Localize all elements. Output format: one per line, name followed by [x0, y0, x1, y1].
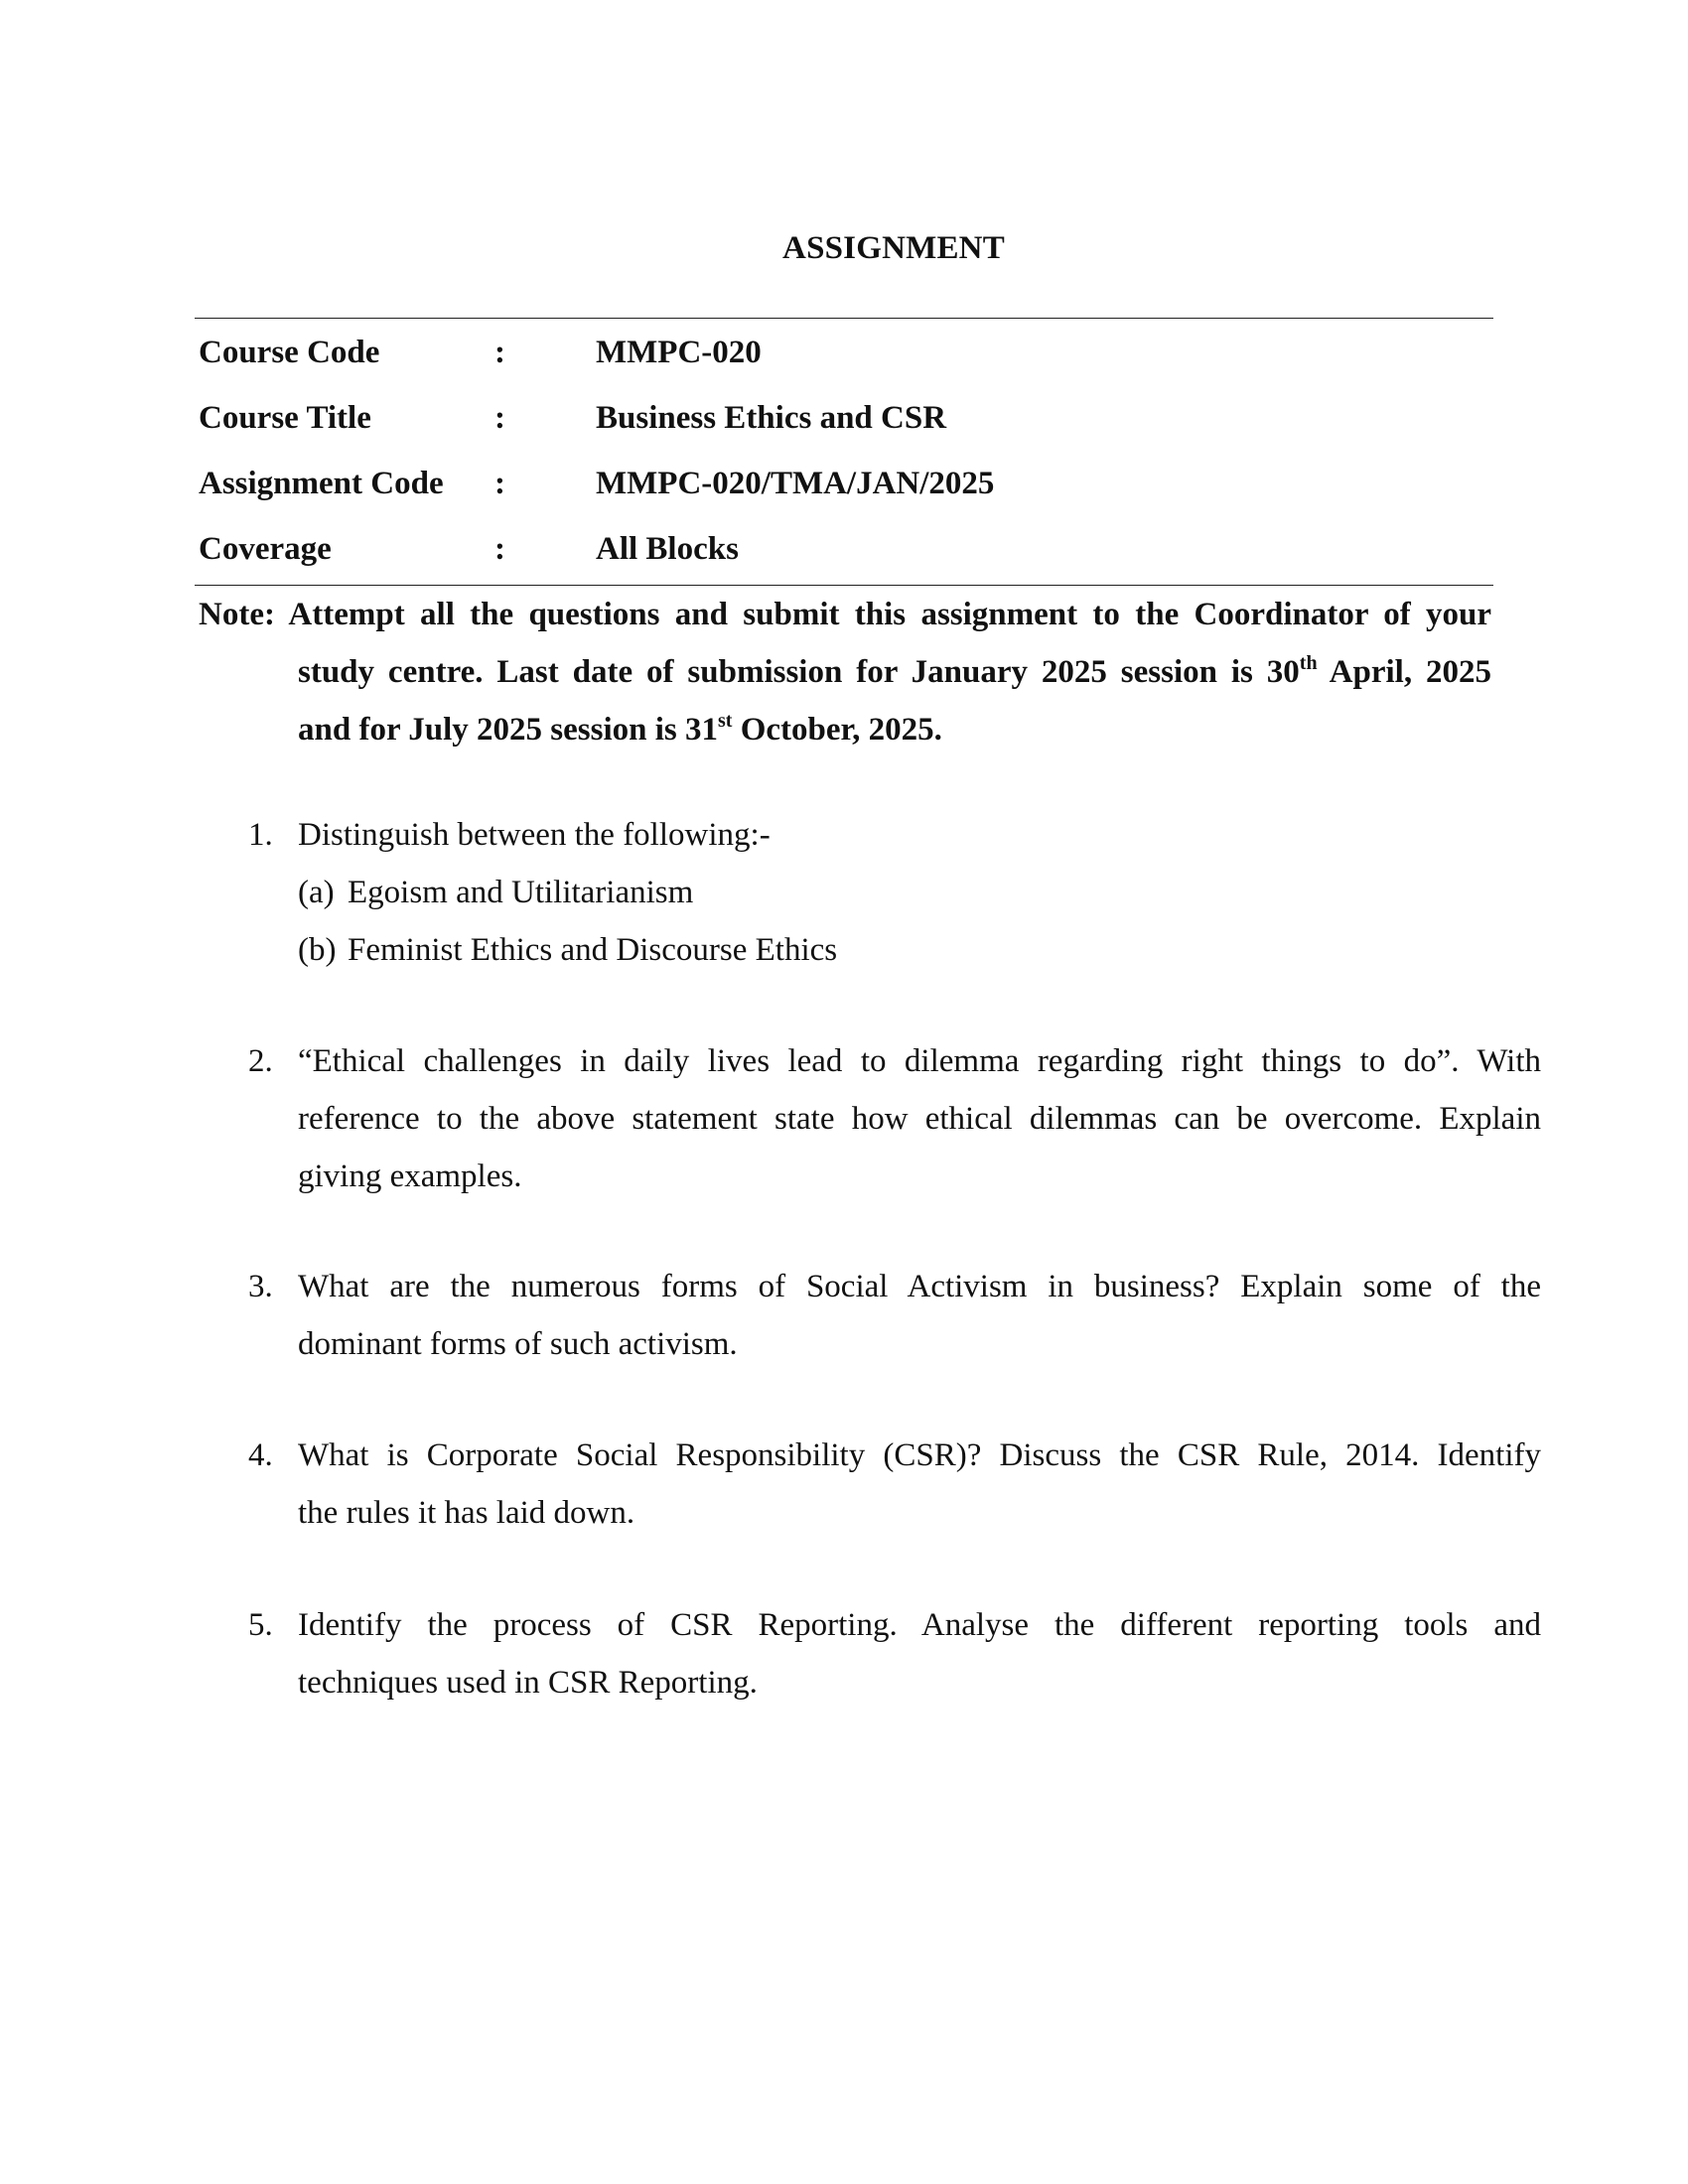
sub-question-a — [298, 864, 1541, 921]
question-text: What is Corporate Social Responsibility (CSR)? Discuss the CSR Rule, 2014. Identify — [298, 1437, 1541, 1473]
question-text: techniques used in CSR Reporting. — [298, 1665, 758, 1701]
info-row-course-title — [195, 386, 1493, 452]
note-text: and for July 2025 session is 31 — [298, 712, 718, 748]
question-text: giving examples. — [298, 1159, 522, 1194]
sub-label: (b) — [298, 932, 337, 968]
question-number: 1. — [248, 817, 273, 853]
info-colon: : — [494, 466, 505, 501]
info-row-course-code — [195, 321, 1493, 386]
ordinal-suffix: th — [1299, 652, 1318, 674]
course-info-table — [195, 318, 1493, 586]
info-label: Course Title — [199, 400, 371, 436]
info-colon: : — [494, 531, 505, 567]
question-body — [298, 1258, 1541, 1373]
question-number: 3. — [248, 1269, 273, 1304]
info-value: All Blocks — [596, 531, 739, 567]
sub-question-b — [298, 921, 1541, 979]
info-label: Assignment Code — [199, 466, 444, 501]
note-text: April, 2025 — [1317, 654, 1491, 690]
question-text: reference to the above statement state how ethical dilemmas can be overcome. Explain — [298, 1101, 1541, 1137]
question-number: 2. — [248, 1043, 273, 1079]
info-value: Business Ethics and CSR — [596, 400, 947, 436]
question-body — [298, 1427, 1541, 1542]
note-text: October, 2025. — [732, 712, 942, 748]
question-body — [298, 1596, 1541, 1711]
sub-text: Egoism and Utilitarianism — [348, 875, 694, 910]
note-line-1: Note: Attempt all the questions and submit this assignment to the Coordinator of your — [199, 597, 1491, 632]
page-title: ASSIGNMENT — [782, 230, 1005, 266]
sub-label: (a) — [298, 875, 335, 910]
info-colon: : — [494, 400, 505, 436]
question-text: the rules it has laid down. — [298, 1495, 635, 1531]
question-body — [298, 1032, 1541, 1205]
info-label: Course Code — [199, 335, 380, 370]
note-line-3 — [199, 701, 1491, 758]
info-row-coverage — [195, 517, 1493, 583]
question-number: 5. — [248, 1607, 273, 1643]
question-text: Distinguish between the following:- — [298, 817, 771, 853]
question-text: dominant forms of such activism. — [298, 1326, 738, 1362]
info-label: Coverage — [199, 531, 332, 567]
question-body — [298, 806, 1541, 979]
info-row-assignment-code — [195, 452, 1493, 517]
note-line-2 — [199, 643, 1491, 701]
question-number: 4. — [248, 1437, 273, 1473]
info-colon: : — [494, 335, 505, 370]
question-text: What are the numerous forms of Social Activism in business? Explain some of the — [298, 1269, 1541, 1304]
info-value: MMPC-020 — [596, 335, 762, 370]
submission-note — [199, 586, 1491, 758]
sub-text: Feminist Ethics and Discourse Ethics — [348, 932, 838, 968]
question-text: “Ethical challenges in daily lives lead to dilemma regarding right things to do”. With — [298, 1043, 1541, 1079]
ordinal-suffix: st — [717, 710, 733, 732]
info-value: MMPC-020/TMA/JAN/2025 — [596, 466, 995, 501]
question-text: Identify the process of CSR Reporting. Analyse the different reporting tools and — [298, 1607, 1541, 1643]
note-text: study centre. Last date of submission for January 2025 session is 30 — [298, 654, 1300, 690]
